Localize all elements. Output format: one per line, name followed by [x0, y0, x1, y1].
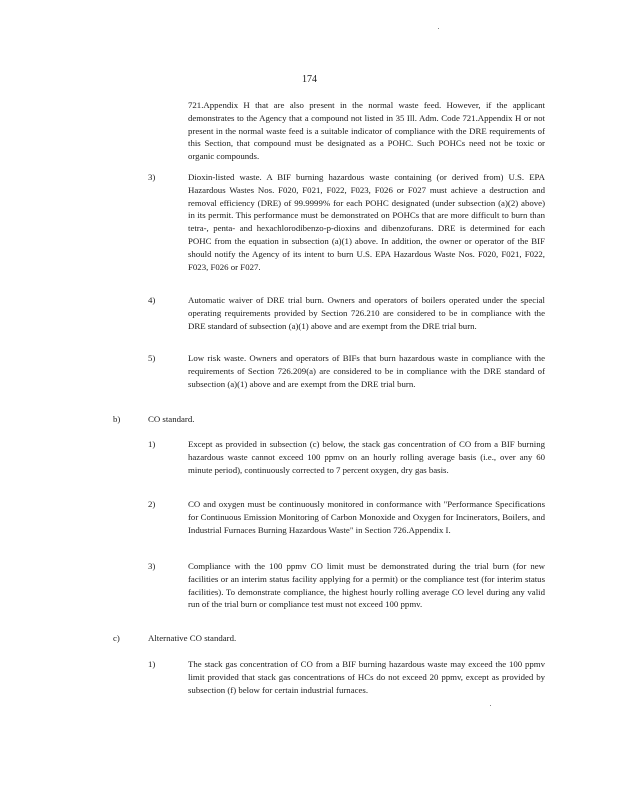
item-b2-marker: 2)	[148, 499, 156, 509]
item-b3-marker: 3)	[148, 561, 156, 571]
item-b1-marker: 1)	[148, 439, 156, 449]
section-c-heading: Alternative CO standard.	[148, 633, 237, 643]
item-b2-text: CO and oxygen must be continuously monitored in conformance with "Performance Specifications for Continuous Emission Monitoring of Carbon Monoxide and Oxygen for Incinerators, Boilers, and Industrial Furnaces Burning Hazardous Waste" in Section 726.Appendix I.	[188, 499, 545, 535]
section-c-marker: c)	[113, 633, 120, 643]
page-number: 174	[302, 74, 317, 85]
section-b-heading: CO standard.	[148, 414, 195, 424]
scan-speck	[438, 28, 439, 29]
item-c1-marker: 1)	[148, 659, 156, 669]
scan-speck	[490, 705, 491, 706]
continuation-paragraph: 721.Appendix H that are also present in the normal waste feed. However, if the applicant demonstrates to the Agency that a compound not listed in 35 Ill. Adm. Code 721.Appendix H or not present in the normal waste feed is a suitable indicator of compliance with the DRE requirements of this Section, that compound must be designated as a POHC. Such POHCs need not be toxic or organic compounds.	[188, 100, 545, 162]
item-b3-text: Compliance with the 100 ppmv CO limit must be demonstrated during the trial burn (for new facilities or an interim status facility applying for a permit) or the compliance test (for interim status facilities). To demonstrate compliance, the highest hourly rolling average CO level during any valid run of the trial burn or compliance test must not exceed 100 ppmv.	[188, 561, 545, 610]
item-a5-marker: 5)	[148, 353, 156, 363]
item-a4-text: Automatic waiver of DRE trial burn. Owners and operators of boilers operated under the special operating requirements provided by Section 726.210 are considered to be in compliance with the DRE standard of subsection (a)(1) above and are exempt from the DRE trial burn.	[188, 295, 545, 331]
item-b1-text: Except as provided in subsection (c) below, the stack gas concentration of CO from a BIF burning hazardous waste cannot exceed 100 ppmv on an hourly rolling average basis (i.e., over any 60 minute period), continuously corrected to 7 percent oxygen, dry gas basis.	[188, 439, 545, 475]
item-a4-marker: 4)	[148, 295, 156, 305]
item-a3-marker: 3)	[148, 172, 156, 182]
item-a3-text: Dioxin-listed waste. A BIF burning hazardous waste containing (or derived from) U.S. EPA Hazardous Wastes Nos. F020, F021, F022, F023, F026 or F027 must achieve a destruction and removal efficiency (DRE) of 99.9999% for each POHC designated (under subsection (a)(2) above) in its permit. This performance must be demonstrated on POHCs that are more difficult to burn than tetra-, penta- and hexachlorodibenzo-p-dioxins and dibenzofurans. DRE is determined for each POHC from the equation in subsection (a)(1) above. In addition, the owner or operator of the BIF should notify the Agency of its intent to burn U.S. EPA Hazardous Waste Nos. F020, F021, F022, F023, F026 or F027.	[188, 172, 545, 272]
item-c1-text: The stack gas concentration of CO from a BIF burning hazardous waste may exceed the 100 ppmv limit provided that stack gas concentrations of HCs do not exceed 20 ppmv, except as provided by subsection (f) below for certain industrial furnaces.	[188, 659, 545, 695]
item-a5-text: Low risk waste. Owners and operators of BIFs that burn hazardous waste in compliance with the requirements of Section 726.209(a) are considered to be in compliance with the DRE standard of subsection (a)(1) above and are exempt from the DRE trial burn.	[188, 353, 545, 389]
section-b-marker: b)	[113, 414, 121, 424]
